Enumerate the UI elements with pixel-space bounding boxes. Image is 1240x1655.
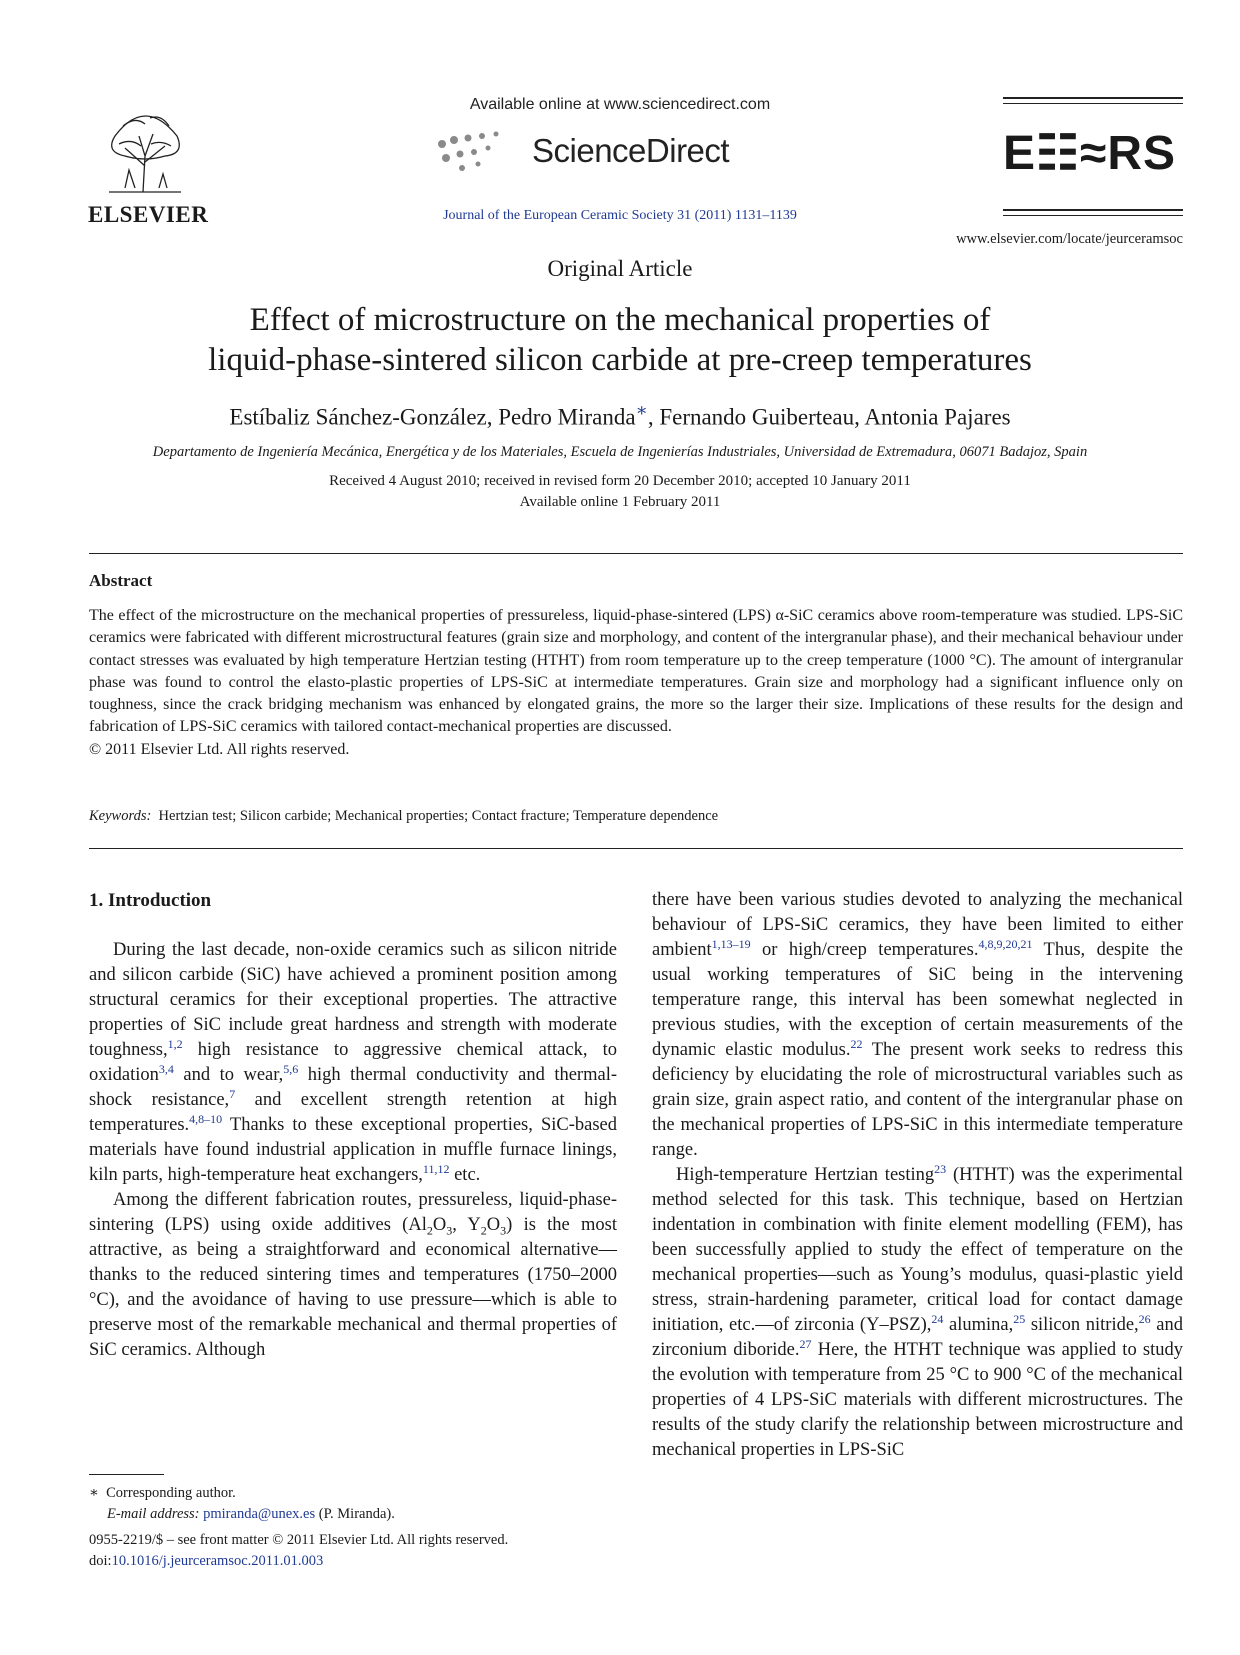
citation-link[interactable]: 24 xyxy=(931,1311,944,1326)
keywords-list: Hertzian test; Silicon carbide; Mechanical properties; Contact fracture; Temperature dependence xyxy=(158,808,719,824)
article-type: Original Article xyxy=(547,256,693,281)
header-rule xyxy=(1003,103,1183,104)
paragraph: High-temperature Hertzian testing$^{23}$ (HTHT) was the experimental method selected for this task. This technique, based on Hertzian indentation in combination with finite element modelling (FEM), has been successfully applied to study the effect of temperature on the mechanical properties—such as Young’s modulus, quasi-plastic yield stress, strain-hardening parameter, critical load for contact damage initiation, etc.—of zirconia (Y–PSZ),$^{24}$ alumina,$^{25}$ silicon nitride,$^{26}$ and zirconium diboride.$^{27}$ Here, the HTHT technique was applied to study the evolution with temperature from 25 °C to 900 °C of the mechanical properties of 4 LPS-SiC materials with different microstructures. The results of the study clarify the relationship between microstructure and mechanical properties in LPS-SiC xyxy=(652,1161,1183,1460)
issn-line: 0955-2219/$ – see front matter © 2011 Elsevier Ltd. All rights reserved. xyxy=(89,1532,509,1548)
header-rule xyxy=(1003,209,1183,211)
email-label: E-mail address: xyxy=(107,1506,200,1522)
sciencedirect-logo xyxy=(300,130,940,174)
citation-link[interactable]: 25 xyxy=(1013,1311,1026,1326)
received-dates: Received 4 August 2010; received in revised form 20 December 2010; accepted 10 January 2011 xyxy=(329,473,911,489)
abstract-body xyxy=(89,605,1183,761)
citation-link[interactable]: 1,13–19 xyxy=(711,936,751,951)
available-date: Available online 1 February 2011 xyxy=(519,494,721,510)
title-line: Effect of microstructure on the mechanical properties of xyxy=(249,302,991,338)
right-column xyxy=(652,888,1183,1463)
citation-link[interactable]: 22 xyxy=(850,1036,863,1051)
tree-icon xyxy=(95,96,195,196)
paragraph: Among the different fabrication routes, pressureless, liquid-phase-sintering (LPS) using oxide additives ($Al_2O_3$, $Y_2O_3$) is the most attractive, as being a straightforward and economical alternative—thanks to the reduced sintering times and temperatures (1750–2000 °C), and the avoidance of having to use pressure—which is able to preserve most of the remarkable mechanical and thermal properties of SiC ceramics. Although xyxy=(89,1190,617,1360)
citation-link[interactable]: 4,8–10 xyxy=(189,1111,223,1126)
article-title xyxy=(120,300,1120,380)
section-divider xyxy=(89,848,1183,849)
citation-link[interactable]: 7 xyxy=(229,1086,236,1101)
footnote-mark: ∗ xyxy=(89,1485,99,1501)
footnote xyxy=(89,1483,395,1525)
citation-link[interactable]: 26 xyxy=(1138,1311,1151,1326)
author-list xyxy=(100,400,1140,431)
doi-label: doi: xyxy=(89,1553,112,1569)
citation-link[interactable]: 1,2 xyxy=(167,1036,183,1051)
keywords-label: Keywords: xyxy=(89,808,152,824)
corresponding-author-note: Corresponding author. xyxy=(106,1485,236,1501)
header-rule xyxy=(1003,97,1183,99)
citation-link[interactable]: 4,8,9,20,21 xyxy=(978,936,1033,951)
authors-text: , Fernando Guiberteau, Antonia Pajares xyxy=(647,404,1011,430)
abstract-text: The effect of the microstructure on the mechanical properties of pressureless, liquid-phase-sintered (LPS) α-SiC ceramics above room-temperature was studied. LPS-SiC ceramics were fabricated with different microstructural features (grain size and morphology, and content of the intergranular phase), and their mechanical behaviour under contact stresses was evaluated by high temperature Hertzian testing (HTHT) from room temperature up to the creep temperature (1000 °C). The amount of intergranular phase was found to control the elasto-plastic properties of LPS-SiC at intermediate temperatures. Grain size and morphology had a significant influence only on toughness, since the crack bridging mechanism was enhanced by elongated grains, the more so the larger their size. Implications of these results for the design and fabrication of LPS-SiC ceramics with tailored contact-mechanical properties are discussed. xyxy=(89,607,1183,736)
available-online-text: Available online at www.sciencedirect.com xyxy=(469,96,771,113)
footnote-rule xyxy=(89,1474,164,1475)
email-owner: (P. Miranda). xyxy=(318,1506,395,1522)
section-heading: 1. Introduction xyxy=(89,890,212,911)
citation-link[interactable]: 5,6 xyxy=(283,1061,299,1076)
title-line: liquid-phase-sintered silicon carbide at pre-creep temperatures xyxy=(208,342,1032,378)
email-link[interactable]: pmiranda@unex.es xyxy=(203,1506,316,1522)
doi-link[interactable]: 10.1016/j.jeurceramsoc.2011.01.003 xyxy=(111,1553,324,1569)
authors-text: Estíbaliz Sánchez-González, Pedro Miranda xyxy=(229,404,636,430)
publisher-name: ELSEVIER xyxy=(88,202,209,227)
left-column xyxy=(89,888,617,1363)
sciencedirect-wordmark: ScienceDirect xyxy=(532,132,730,169)
keywords xyxy=(89,808,1183,825)
paragraph: During the last decade, non-oxide ceramics such as silicon nitride and silicon carbide (SiC) have achieved a prominent position among structural ceramics for their exceptional properties. The attractive properties of SiC include great hardness and strength with moderate toughness,$^{1,2}$ high resistance to aggressive chemical attack, to oxidation$^{3,4}$ and to wear,$^{5,6}$ high thermal conductivity and thermal-shock resistance,$^7$ and excellent strength retention at high temperatures.$^{4,8-10}$ Thanks to these exceptional properties, SiC-based materials have found industrial application in muffle furnace linings, kiln parts, high-temperature heat exchangers,$^{11,12}$ etc. xyxy=(89,940,617,1185)
citation-link[interactable]: 23 xyxy=(934,1161,947,1176)
front-matter xyxy=(89,1530,508,1572)
citation-link[interactable]: 27 xyxy=(799,1336,812,1351)
section-divider xyxy=(89,553,1183,554)
elsevier-logo xyxy=(88,96,209,227)
copyright-line: © 2011 Elsevier Ltd. All rights reserved. xyxy=(89,740,350,758)
citation-link[interactable]: 11,12 xyxy=(422,1161,450,1176)
article-dates xyxy=(100,471,1140,513)
citation-link[interactable]: 3,4 xyxy=(158,1061,174,1076)
sciencedirect-dots-icon xyxy=(432,130,528,174)
journal-website[interactable]: www.elsevier.com/locate/jeurceramsoc xyxy=(956,231,1183,247)
affiliation: Departamento de Ingeniería Mecánica, Energética y de los Materiales, Escuela de Ingenierías Industriales, Universidad de Extremadura, 06071 Badajoz, Spain xyxy=(152,444,1088,460)
corresponding-author-mark[interactable]: ∗ xyxy=(635,400,648,420)
journal-reference[interactable]: Journal of the European Ceramic Society 31 (2011) 1131–1139 xyxy=(443,208,797,223)
header-rule xyxy=(1003,215,1183,216)
ecers-logo: E☷≈RS xyxy=(1003,127,1177,180)
paragraph: there have been various studies devoted to analyzing the mechanical behaviour of LPS-SiC ceramics, they have been limited to either ambient$^{1,13-19}$ or high/creep temperatures.$^{4,8,9,20,21}$ Thus, despite the usual working temperatures of SiC being in the intervening temperature range, this interval has been somewhat neglected in previous studies, with the exception of certain measurements of the dynamic elastic modulus.$^{22}$ The present work seeks to redress this deficiency by elucidating the role of microstructural variables such as grain size, grain aspect ratio, and content of the intergranular phase on the mechanical properties of LPS-SiC in this intermediate temperature range. xyxy=(652,890,1183,1160)
abstract-heading: Abstract xyxy=(89,571,153,590)
